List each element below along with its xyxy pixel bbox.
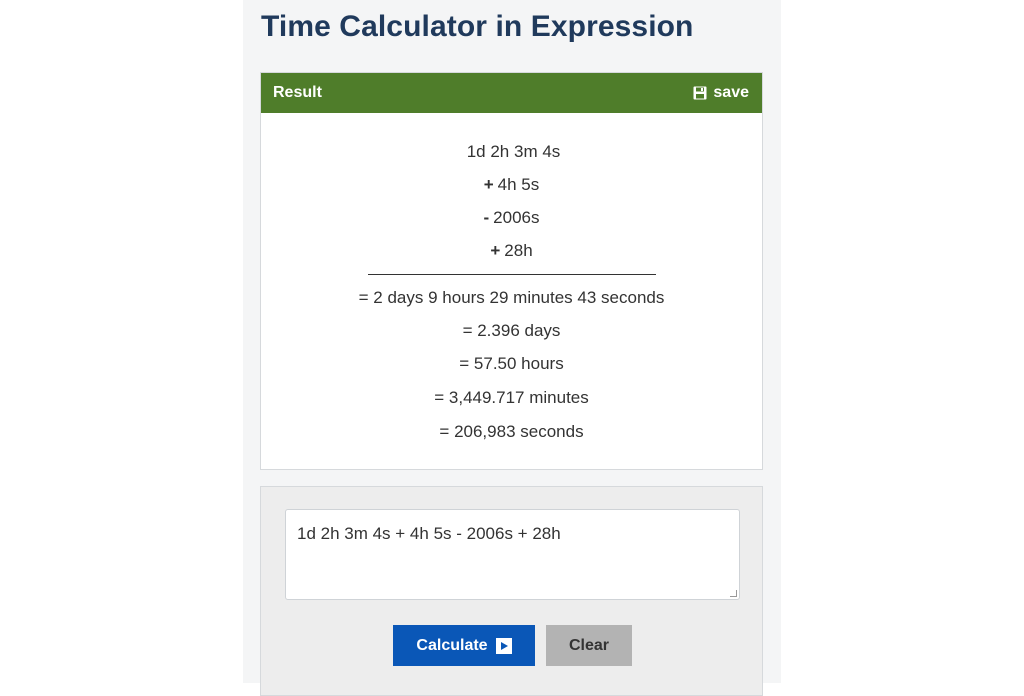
expression-input[interactable]	[285, 509, 740, 600]
result-line: = 2 days 9 hours 29 minutes 43 seconds	[358, 288, 665, 307]
expression-line	[261, 174, 762, 196]
operator: +	[490, 241, 501, 260]
result-line: = 3,449.717 minutes	[434, 388, 589, 407]
floppy-disk-icon	[693, 86, 707, 100]
expression-line	[261, 240, 762, 262]
term: 4h 5s	[497, 175, 540, 194]
operator: -	[483, 208, 490, 227]
sum-divider	[368, 274, 656, 275]
calculate-button[interactable]	[393, 625, 535, 666]
expression-line	[261, 141, 762, 163]
save-button[interactable]	[693, 84, 749, 102]
term: 28h	[504, 241, 533, 260]
calculate-label: Calculate	[416, 636, 488, 654]
input-panel	[260, 486, 763, 696]
result-panel	[260, 72, 763, 470]
clear-button[interactable]	[546, 625, 632, 666]
clear-label: Clear	[568, 636, 610, 654]
play-icon	[496, 638, 512, 654]
expression-text: 1d 2h 3m 4s + 4h 5s - 2006s + 28h	[297, 524, 561, 543]
result-header-label: Result	[273, 84, 322, 101]
result-line: = 57.50 hours	[459, 354, 564, 373]
term: 1d 2h 3m 4s	[466, 142, 561, 161]
term: 2006s	[493, 208, 540, 227]
calculator-page	[243, 0, 781, 683]
resize-handle-icon[interactable]	[730, 590, 737, 597]
expression-line	[261, 207, 762, 229]
save-label: save	[713, 84, 749, 101]
result-line: = 206,983 seconds	[439, 422, 584, 441]
operator: +	[483, 175, 494, 194]
result-header	[261, 73, 762, 113]
result-line: = 2.396 days	[462, 321, 561, 340]
page-title: Time Calculator in Expression	[261, 10, 694, 43]
